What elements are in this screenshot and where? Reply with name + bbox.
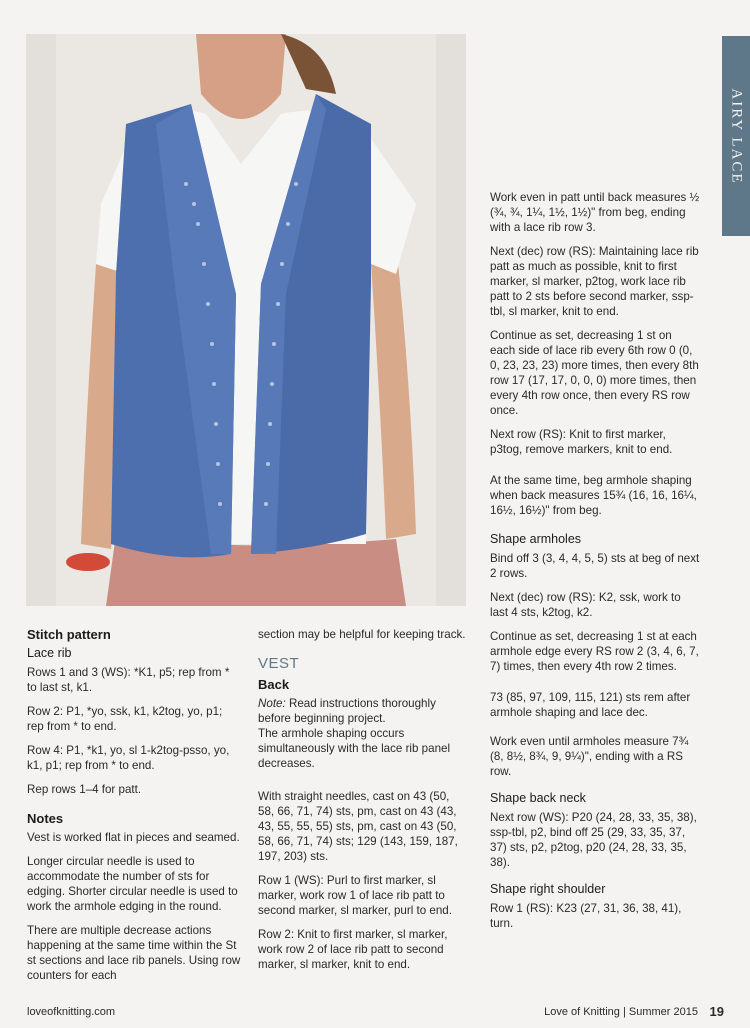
lace-rib-row-1-3: Rows 1 and 3 (WS): *K1, p5; rep from * to last st, k1. [27,666,230,694]
notes-heading: Notes [27,811,64,826]
footer-url: loveofknitting.com [27,1006,116,1018]
vest-illustration [26,34,466,606]
vest-photo [26,34,466,606]
stitch-pattern-heading: Stitch pattern [27,627,111,642]
right-shoulder-row-1: Row 1 (RS): K23 (27, 31, 36, 38, 41), turn. [490,902,682,930]
column-3 [490,190,700,940]
back-heading: Back [258,677,290,692]
lace-rib-row-2: Row 2: P1, *yo, ssk, k1, k2tog, yo, p1; rep from * to end. [27,705,223,733]
next-row-p3tog: Next row (RS): Knit to first marker, p3tog, remove markers, knit to end. [490,428,673,456]
note-2: Longer circular needle is used to accommodate the number of sts for edging. Shorter circular needle is used to work the armhole edging in the round. [27,855,238,913]
work-even-1: Work even in patt until back measures ½ (¾, ¾, 1¼, 1½, 1½)" from beg, ending with a lace rib row 3. [490,191,700,234]
vest-heading: VEST [258,655,300,672]
footer-magazine: Love of Knitting | Summer 2015 [544,1006,698,1018]
section-tab-label: AIRY LACE [728,87,745,185]
note-label: Note: [258,697,286,710]
issue-date: Summer 2015 [628,1006,698,1018]
continue-dec-1: Continue as set, decreasing 1 st on each side of lace rib every 6th row 0 (0, 0, 23, 23, 23) more times, then every 8th row 17 (17, 17, 0, 0, 0) more times, then every 4th row once, then every RS row once. [490,329,699,417]
column-1 [27,627,242,992]
page-number: 19 [709,1004,724,1019]
dec-row-1: Next (dec) row (RS): Maintaining lace rib patt as much as possible, knit to first marker, sl marker, p2tog, work lace rib patt to 2 sts before second marker, ssp-tbl, sl marker, knit to end. [490,245,699,318]
column-2 [258,627,468,981]
armhole-continue: Continue as set, decreasing 1 st at each armhole edge every RS row 2 (3, 4, 6, 7, 7) times, then every 4th row 2 times. [490,630,699,673]
row-2-instructions: Row 2: Knit to first marker, sl marker, work row 2 of lace rib patt to second marker, sl marker, knit to end. [258,928,448,971]
magazine-name: Love of Knitting [544,1006,620,1018]
row-1-instructions: Row 1 (WS): Purl to first marker, sl marker, work row 1 of lace rib patt to second marker, sl marker, purl to end. [258,874,452,917]
lace-rib-repeat: Rep rows 1–4 for patt. [27,783,142,796]
lace-rib-heading: Lace rib [27,646,72,660]
armhole-timing: At the same time, beg armhole shaping when back measures 15¾ (16, 16, 16¼, 16½, 16½)" from beg. [490,474,697,517]
armhole-note: The armhole shaping occurs simultaneously with the lace rib panel decreases. [258,727,451,770]
lace-rib-row-4: Row 4: P1, *k1, yo, sl 1-k2tog-psso, yo, k1, p1; rep from * to end. [27,744,230,772]
back-note [258,696,468,726]
stitch-count-remaining: 73 (85, 97, 109, 115, 121) sts rem after armhole shaping and lace dec. [490,691,691,719]
shape-armholes-heading: Shape armholes [490,532,582,546]
note-3: There are multiple decrease actions happening at the same time within the St st sections and lace rib panels. Using row counters for each [27,924,241,982]
cast-on-instructions: With straight needles, cast on 43 (50, 58, 66, 71, 74) sts, pm, cast on 43 (43, 43, 55, 55, 55) sts, pm, cast on 43 (50, 58, 66, 71, 74) sts; 129 (143, 159, 187, 197, 203) sts. [258,790,458,863]
armhole-dec-row: Next (dec) row (RS): K2, ssk, work to last 4 sts, k2tog, k2. [490,591,681,619]
shape-back-neck-heading: Shape back neck [490,791,586,805]
section-tab [722,36,750,236]
note-text: Read instructions thoroughly before beginning project. [258,697,436,725]
note-1: Vest is worked flat in pieces and seamed. [27,831,240,844]
continued-text: section may be helpful for keeping track. [258,628,466,641]
armhole-measure: Work even until armholes measure 7¾ (8, 8½, 8¾, 9, 9¼)", ending with a RS row. [490,735,689,778]
shape-right-shoulder-heading: Shape right shoulder [490,882,606,896]
back-neck-row: Next row (WS): P20 (24, 28, 33, 35, 38), ssp-tbl, p2, bind off 25 (29, 33, 35, 37, 37) sts, p2, p2tog, p20 (24, 28, 33, 35, 38). [490,811,697,869]
bind-off-armholes: Bind off 3 (3, 4, 4, 5, 5) sts at beg of next 2 rows. [490,552,700,580]
